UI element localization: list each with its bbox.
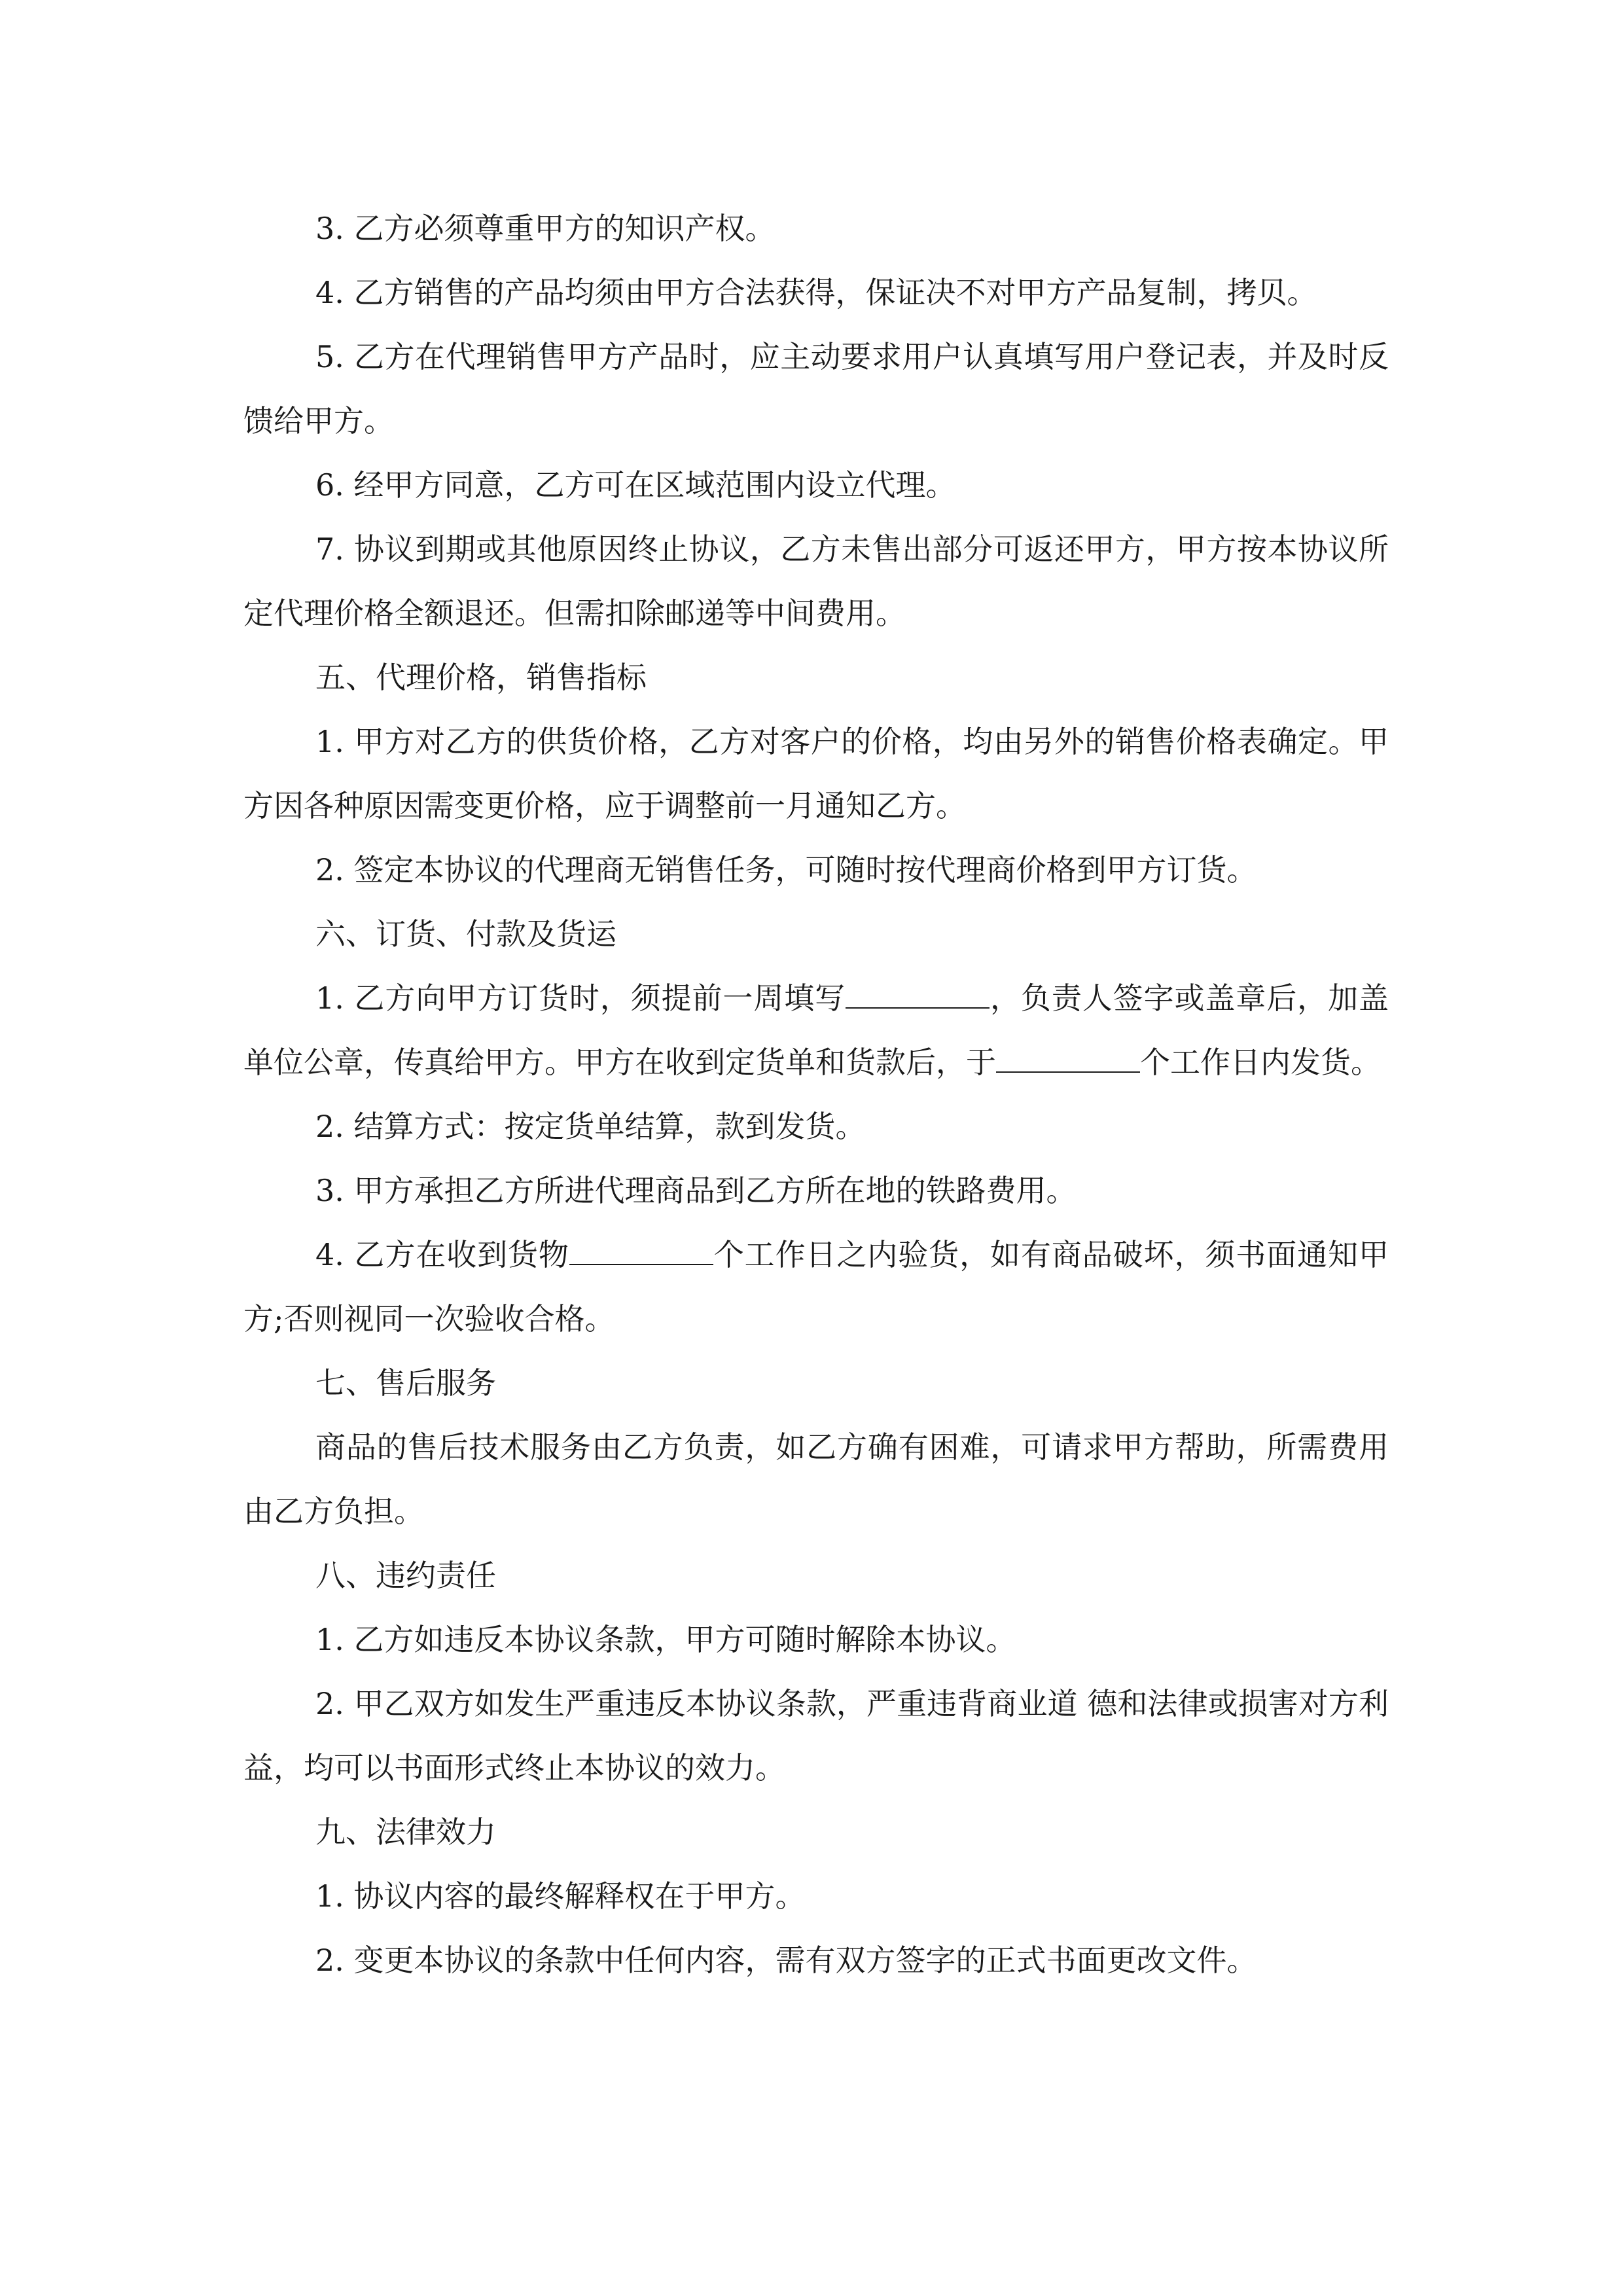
clause-6-3: 3. 甲方承担乙方所进代理商品到乙方所在地的铁路费用。	[315, 1173, 1077, 1208]
clause-5-1: 1. 甲方对乙方的供货价格，乙方对客户的价格，均由另外的销售价格表确定。甲方因各种原因需变更价格，应于调整前一月通知乙方。	[243, 724, 1389, 823]
section-heading-9: 九、法律效力	[315, 1814, 496, 1850]
clause-4-5: 5. 乙方在代理销售甲方产品时，应主动要求用户认真填写用户登记表，并及时反馈给甲方。	[243, 339, 1389, 439]
clause-6-1-text-c: 个工作日内发货。	[1140, 1045, 1381, 1080]
clause-6-1	[243, 966, 1389, 1094]
document-body	[243, 196, 1389, 1992]
clause-6-4-text-b: 个工作日之内验货，如有商品破坏，须书面通知甲方;否则视同一次验收合格。	[243, 1237, 1389, 1336]
clause-4-7: 7. 协议到期或其他原因终止协议，乙方未售出部分可返还甲方，甲方按本协议所定代理价格全额退还。但需扣除邮递等中间费用。	[243, 531, 1389, 631]
clause-6-4	[243, 1223, 1389, 1351]
section-heading-6: 六、订货、付款及货运	[315, 916, 616, 952]
clause-5-2: 2. 签定本协议的代理商无销售任务，可随时按代理商价格到甲方订货。	[315, 852, 1257, 888]
clause-6-4-text-a: 4. 乙方在收到货物	[315, 1237, 569, 1272]
clause-8-1: 1. 乙方如违反本协议条款，甲方可随时解除本协议。	[315, 1622, 1016, 1657]
clause-7-text: 商品的售后技术服务由乙方负责，如乙方确有困难，可请求甲方帮助，所需费用由乙方负担。	[243, 1429, 1389, 1529]
clause-4-4: 4. 乙方销售的产品均须由甲方合法获得，保证决不对甲方产品复制，拷贝。	[315, 275, 1317, 310]
clause-6-1-text-a: 1. 乙方向甲方订货时，须提前一周填写	[315, 980, 846, 1016]
fill-in-blank-inspection-days[interactable]	[569, 1231, 713, 1265]
clause-9-1: 1. 协议内容的最终解释权在于甲方。	[315, 1878, 806, 1914]
fill-in-blank-days[interactable]	[996, 1039, 1140, 1073]
section-heading-5: 五、代理价格，销售指标	[315, 660, 647, 695]
clause-6-2: 2. 结算方式：按定货单结算，款到发货。	[315, 1109, 866, 1144]
clause-4-6: 6. 经甲方同意，乙方可在区域范围内设立代理。	[315, 467, 956, 503]
clause-6-1-text-b: ，负责人签字或盖章后，加盖单位公章，传真给甲方。甲方在收到定货单和货款后，于	[243, 980, 1389, 1080]
clause-9-2: 2. 变更本协议的条款中任何内容，需有双方签字的正式书面更改文件。	[315, 1943, 1257, 1978]
fill-in-blank-form[interactable]	[846, 975, 990, 1009]
clause-4-3: 3. 乙方必须尊重甲方的知识产权。	[315, 211, 776, 246]
clause-8-2: 2. 甲乙双方如发生严重违反本协议条款，严重违背商业道 德和法律或损害对方利益，均可以书面形式终止本协议的效力。	[243, 1686, 1389, 1785]
section-heading-7: 七、售后服务	[315, 1365, 496, 1401]
section-heading-8: 八、违约责任	[315, 1558, 496, 1593]
